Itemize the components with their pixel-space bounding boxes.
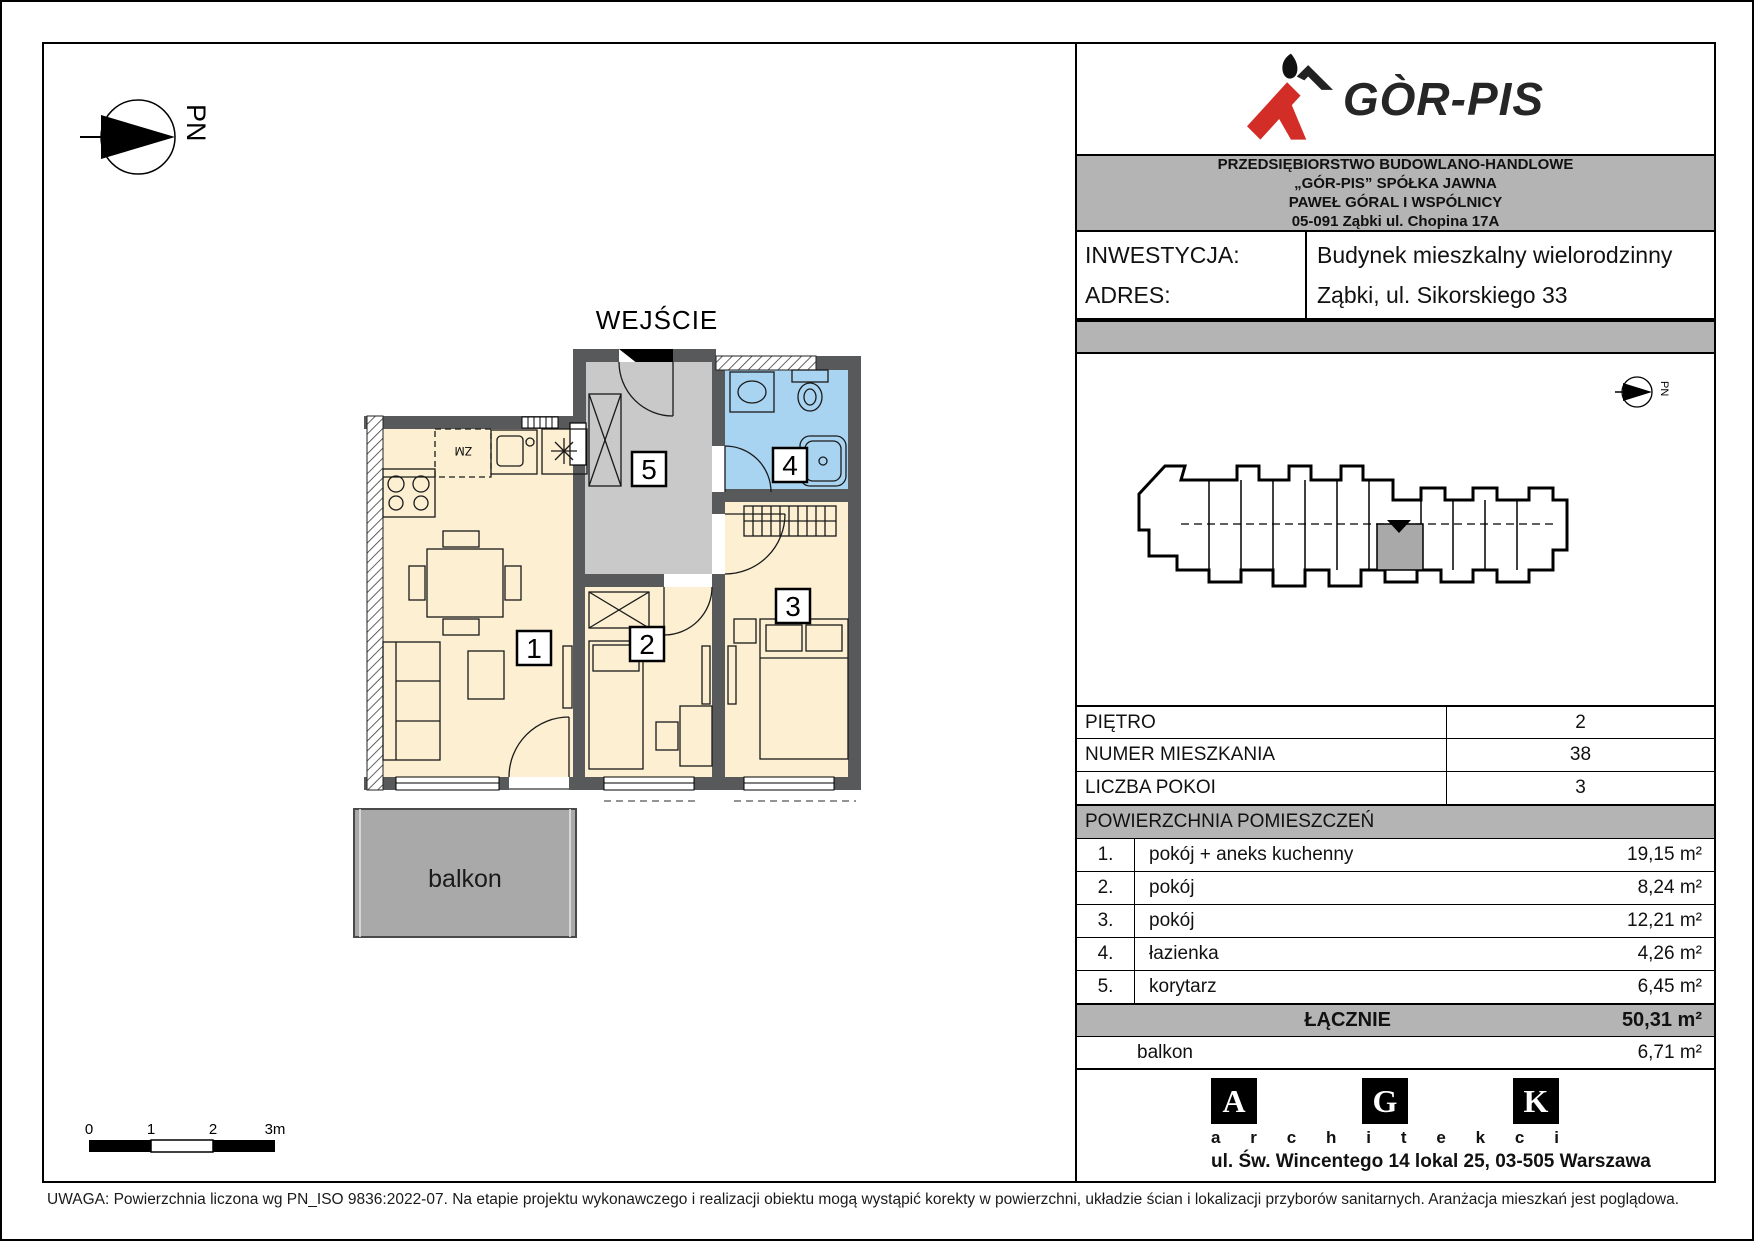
investment-labels: [1077, 232, 1307, 318]
area-row-4-name: łazienka: [1149, 943, 1219, 964]
room-number-1: 1: [526, 633, 542, 664]
window-room1: [396, 777, 499, 790]
scale-tick-2: 2: [208, 1121, 218, 1138]
company-logo-icon: [1247, 53, 1333, 145]
architect-letter-squares: [1211, 1078, 1559, 1124]
room-count-label: LICZBA POKOI: [1085, 777, 1216, 798]
investment-block: [1077, 232, 1714, 320]
architect-address: ul. Św. Wincentego 14 lokal 25, 03-505 Warszawa: [1211, 1151, 1651, 1172]
cap-6: e: [1436, 1128, 1446, 1147]
scale-tick-1: 1: [146, 1121, 156, 1138]
room-label-5: [632, 452, 666, 486]
balcony-row-label: balkon: [1137, 1041, 1193, 1063]
company-line-3: PAWEŁ GÓRAL I WSPÓLNICY: [1288, 194, 1503, 211]
room-number-2: 2: [639, 629, 655, 660]
grey-spacer-band: [1077, 320, 1714, 354]
sheet-frame: [42, 42, 1716, 1183]
title-block: [1075, 44, 1714, 1181]
building-mini-plan: [1077, 354, 1714, 705]
floor-label: PIĘTRO: [1085, 711, 1156, 733]
investment-values: [1307, 232, 1714, 318]
mini-plan-svg: [1077, 354, 1716, 705]
detail-row-room-count: [1077, 771, 1714, 804]
area-row-5-no: 5.: [1077, 971, 1135, 1003]
architect-square-a: A: [1211, 1078, 1257, 1124]
scale-tick-0: 0: [84, 1121, 94, 1138]
room-count-value: 3: [1446, 772, 1714, 804]
cap-9: i: [1554, 1128, 1559, 1147]
room-number-4: 4: [782, 450, 798, 481]
scale-bar: [85, 1121, 286, 1152]
floor-plan-svg: [44, 44, 1075, 1181]
cap-8: c: [1514, 1128, 1525, 1147]
area-row-1: [1077, 838, 1714, 871]
window-room3: [744, 777, 834, 790]
room-label-2: [630, 627, 664, 661]
balcony-row-spacer: [1077, 1037, 1135, 1068]
windows: [396, 777, 856, 801]
investment-label: INWESTYCJA:: [1085, 242, 1240, 268]
company-logo-text: GÒR-PIS: [1342, 73, 1545, 125]
area-row-4: [1077, 937, 1714, 970]
floor-value: 2: [1446, 707, 1714, 738]
cap-7: k: [1475, 1128, 1486, 1147]
architect-square-k: K: [1513, 1078, 1559, 1124]
area-row-2-name: pokój: [1149, 877, 1195, 898]
area-row-4-value: 4,26 m²: [1637, 943, 1702, 964]
architect-block: [1077, 1070, 1714, 1181]
total-value: 50,31 m²: [1621, 1009, 1702, 1031]
balcony-door-opening: [509, 777, 569, 790]
architect-logo: [1211, 1078, 1651, 1173]
cap-5: t: [1400, 1128, 1407, 1147]
area-row-3-value: 12,21 m²: [1627, 910, 1702, 931]
window-room2: [604, 777, 694, 790]
investment-value: Budynek mieszkalny wielorodzinny: [1317, 242, 1673, 268]
cap-3: h: [1326, 1128, 1337, 1147]
area-row-3: [1077, 904, 1714, 937]
balcony-row: [1077, 1036, 1714, 1070]
detail-row-apartment-number: [1077, 738, 1714, 771]
area-row-5-value: 6,45 m²: [1637, 976, 1702, 997]
address-value: Ząbki, ul. Sikorskiego 33: [1317, 282, 1568, 308]
company-line-1: PRZEDSIĘBIORSTWO BUDOWLANO-HANDLOWE: [1217, 156, 1574, 173]
cap-4: i: [1366, 1128, 1371, 1147]
area-row-5: [1077, 970, 1714, 1003]
balcony: [354, 809, 576, 937]
room-3-bedroom: [725, 502, 848, 777]
north-label: PN: [181, 104, 211, 142]
area-row-1-name: pokój + aneks kuchenny: [1149, 844, 1354, 865]
room-label-4: [773, 448, 807, 482]
cap-2: c: [1286, 1128, 1297, 1147]
area-row-4-no: 4.: [1077, 938, 1135, 970]
area-row-5-name: korytarz: [1149, 976, 1217, 997]
total-label: ŁĄCZNIE: [1304, 1009, 1391, 1031]
areas-header: [1077, 804, 1714, 838]
area-row-2-no: 2.: [1077, 872, 1135, 904]
total-row: [1077, 1003, 1714, 1036]
building-outline: [1139, 466, 1567, 586]
mini-north-label: PN: [1658, 381, 1670, 397]
area-row-3-name: pokój: [1149, 910, 1195, 931]
footer-note: UWAGA: Powierzchnia liczona wg PN_ISO 9836:2022-07. Na etapie projektu wykonawczego i realizacji obiektu mogą wystąpić korekty w powierzchni, układzie ścian i lokalizacji przyborów sanitarnych. Aranżacja mieszkań jest poglądowa.: [47, 1191, 1680, 1208]
north-arrow-icon: [80, 100, 211, 174]
balcony-label: balkon: [428, 865, 502, 893]
area-row-2: [1077, 871, 1714, 904]
area-row-2-value: 8,24 m²: [1637, 877, 1702, 898]
apartment-number-label: NUMER MIESZKANIA: [1085, 744, 1276, 765]
apartment-number-value: 38: [1446, 739, 1714, 771]
room-label-1: [517, 631, 551, 665]
kitchen-appliance-label: ZM: [454, 444, 472, 458]
detail-row-floor: [1077, 705, 1714, 738]
areas-header-label: POWIERZCHNIA POMIESZCZEŃ: [1085, 811, 1375, 832]
company-line-4: 05-091 Ząbki ul. Chopina 17A: [1291, 213, 1500, 230]
cap-0: a: [1211, 1128, 1221, 1147]
area-row-1-value: 19,15 m²: [1627, 844, 1702, 865]
room-number-5: 5: [641, 454, 657, 485]
room-number-3: 3: [785, 591, 801, 622]
company-info-band: [1077, 154, 1714, 232]
scale-tick-3: 3m: [264, 1121, 286, 1138]
floor-plan-area: [44, 44, 1075, 1181]
room-label-3: [776, 589, 810, 623]
balcony-row-value: 6,71 m²: [1637, 1041, 1702, 1063]
address-label: ADRES:: [1085, 282, 1171, 308]
entrance-label: WEJŚCIE: [595, 305, 719, 335]
cap-1: r: [1250, 1128, 1257, 1147]
area-row-1-no: 1.: [1077, 839, 1135, 871]
mini-north-arrow-icon: [1615, 377, 1670, 407]
company-line-2: „GÓR-PIS” SPÓŁKA JAWNA: [1294, 175, 1497, 192]
architect-caption: [1211, 1128, 1559, 1148]
room-1-living-kitchen: [383, 429, 573, 777]
company-logo: [1077, 44, 1714, 154]
area-row-3-no: 3.: [1077, 905, 1135, 937]
architect-square-g: G: [1362, 1078, 1408, 1124]
